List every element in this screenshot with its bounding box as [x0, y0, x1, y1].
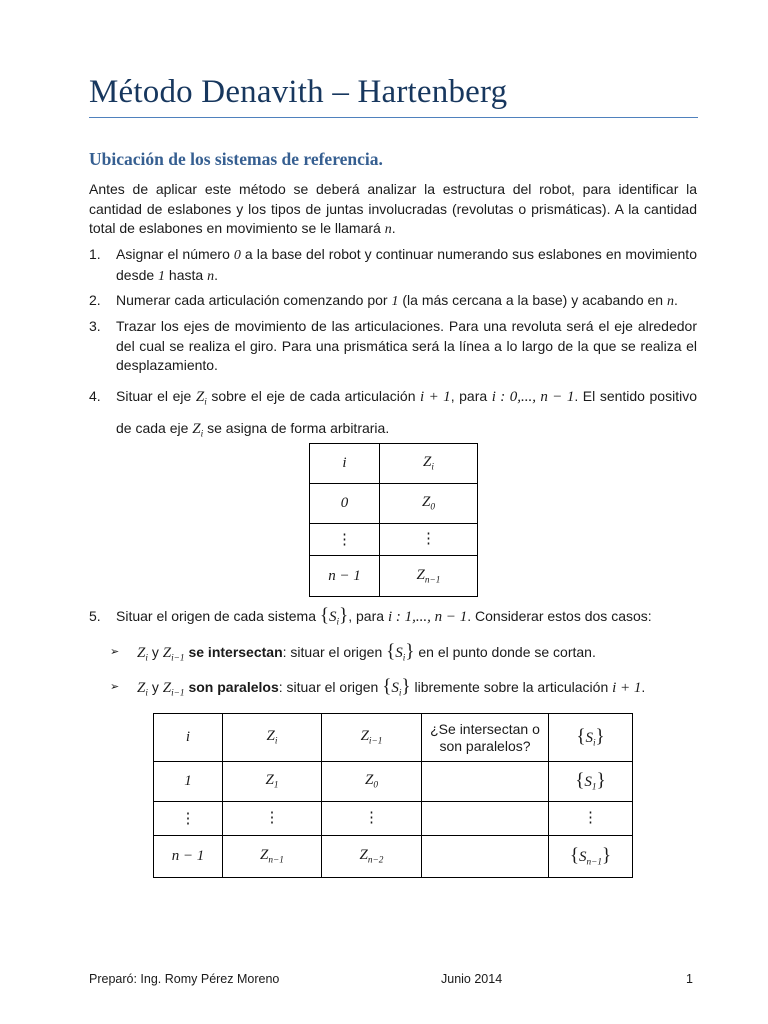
symbol-letter: Z [422, 494, 431, 511]
table-cell: $\{S_1\}$ [549, 762, 633, 802]
table-cell [422, 762, 549, 802]
symbol-subscript: n−2 [367, 855, 384, 866]
symbol-subscript: i [398, 688, 402, 699]
table-cell [223, 802, 322, 836]
symbol-letter: Z [195, 389, 205, 405]
table-header-cell [322, 714, 422, 762]
table-header-cell: ¿Se intersectan o son paralelos? [422, 714, 549, 762]
symbol-subscript: 1 [591, 782, 597, 793]
table-header-cell [223, 714, 322, 762]
table-row [154, 762, 633, 802]
step-text-part: . El sentido positivo de cada eje [116, 388, 697, 437]
symbol-letter: S [585, 730, 593, 747]
table-header-row [310, 444, 478, 484]
step-text: Trazar los ejes de movimiento de las articulaciones. Para una revoluta será el eje alrededor del cual se realiza el giro. Para una prismática será la línea a lo largo de la que se realiza el desplazamiento. [116, 318, 697, 373]
table-row [310, 524, 478, 556]
table-cell: n − 1 [154, 836, 223, 878]
table-cell: 1 [154, 762, 223, 802]
table-cell [549, 802, 633, 836]
conjunction: y [151, 679, 159, 695]
symbol-letter: Z [423, 454, 432, 471]
bullet-bold-text: se intersectan [188, 644, 283, 660]
step-text-part: Situar el origen de cada sistema [116, 608, 320, 624]
symbol-subscript: i [200, 429, 204, 440]
symbol-letter: Z [265, 772, 274, 789]
symbol-letter: S [391, 680, 399, 696]
symbol-subscript: i [145, 653, 148, 664]
symbol-subscript: i [274, 736, 278, 747]
page-title: Método Denavith – Hartenberg [89, 74, 508, 110]
step-text-part: Numerar cada articulación comenzando por [116, 292, 392, 308]
table-origins [153, 713, 633, 878]
table-header-cell [380, 444, 478, 484]
bullet-bold-text: son paralelos [188, 679, 279, 695]
symbol-letter: Z [162, 645, 172, 661]
step-text-part: sobre el eje de cada articulación [211, 388, 421, 404]
symbol-letter: S [578, 849, 587, 866]
step-math: 1 [158, 268, 166, 284]
bullet-math: i + 1 [612, 680, 642, 696]
symbol-letter: S [395, 645, 403, 661]
symbol-subscript: i−1 [171, 688, 185, 699]
symbol-subscript: i [402, 653, 406, 664]
bullet-text-part: : situar el origen [282, 644, 387, 660]
bullet-text [137, 677, 645, 703]
symbol-subscript: i [204, 397, 207, 408]
step-text-part: Situar el eje [116, 388, 196, 404]
step-text-part: , para [348, 608, 388, 624]
symbol-subscript: 0 [373, 780, 378, 791]
table-cell [380, 524, 478, 556]
table-cell [322, 802, 422, 836]
intro-period: . [391, 220, 396, 236]
table-cell [322, 836, 422, 878]
step-math: n [666, 294, 674, 309]
conjunction: y [151, 644, 159, 660]
footer-date: Junio 2014 [441, 972, 503, 986]
bullet-text-part: : situar el origen [278, 679, 383, 695]
symbol-subscript: n−1 [268, 855, 284, 866]
step-text [116, 383, 697, 448]
table-row [154, 836, 633, 878]
symbol-subscript: i [431, 462, 434, 473]
table-cell: n − 1 [310, 556, 380, 597]
symbol-letter: Z [192, 421, 201, 438]
z-i-symbol [137, 680, 148, 699]
symbol-letter: Z [266, 728, 275, 745]
step-math: 1 [391, 294, 399, 309]
symbol-letter: ⋮ [583, 810, 598, 827]
symbol-letter: Z [260, 847, 269, 864]
set-s-i: $\{S_i\}$ [319, 605, 349, 628]
step-text-part: (la más cercana a la base) y acabando en [398, 292, 667, 308]
z-i-minus-1-symbol [162, 645, 185, 664]
step-text-part: hasta [165, 266, 208, 283]
arrow-bullet-icon: ➢ [110, 646, 120, 658]
z-i-symbol [137, 645, 148, 664]
z-i-minus-1-symbol [162, 680, 185, 699]
table-cell [422, 836, 549, 878]
symbol-letter: Z [360, 728, 369, 745]
table-cell [223, 836, 322, 878]
step-text-part: se asigna de forma arbitraria. [207, 420, 390, 437]
table-cell: $\{S_{n-1}\}$ [549, 836, 633, 878]
symbol-subscript: 1 [273, 780, 279, 791]
z-i-symbol [192, 421, 204, 440]
step-math: i : 0,..., n − 1 [491, 389, 575, 405]
table-cell [322, 762, 422, 802]
symbol-letter: S [584, 774, 592, 791]
table-cell [422, 802, 549, 836]
table-header-cell: i [154, 714, 223, 762]
step-text-part: . [673, 292, 678, 308]
step-text-part: . [214, 266, 218, 283]
symbol-subscript: n−1 [586, 857, 603, 868]
z-i-symbol [195, 389, 207, 408]
footer-page-number: 1 [686, 972, 693, 986]
step-number: 3. [89, 318, 101, 334]
symbol-letter: Z [137, 645, 146, 661]
table-header-cell: i [310, 444, 380, 484]
section-heading: Ubicación de los sistemas de referencia. [89, 149, 383, 169]
title-rule [89, 117, 698, 118]
table-cell: ⋮ [310, 524, 380, 556]
intro-var-n: n [384, 222, 392, 237]
step-text-part: . Considerar estos dos casos: [467, 608, 652, 624]
table-cell [223, 762, 322, 802]
bullet-text-part: en el punto donde se cortan. [414, 644, 596, 660]
footer-author: Preparó: Ing. Romy Pérez Moreno [89, 972, 280, 986]
table-header-cell: $\{S_i\}$ [549, 714, 633, 762]
set-s-i: $\{S_i\}$ [382, 676, 411, 699]
table-row [310, 556, 478, 597]
symbol-letter: Z [416, 566, 425, 583]
symbol-letter: ⋮ [421, 531, 436, 548]
step-text-part: , para [450, 388, 492, 404]
step-math: n [207, 268, 215, 284]
table-row [154, 802, 633, 836]
step-number: 1. [89, 246, 101, 262]
symbol-letter: Z [359, 847, 368, 864]
symbol-subscript: i [592, 738, 596, 749]
table-cell: 0 [310, 484, 380, 524]
table-axes [309, 443, 478, 597]
bullet-text [137, 642, 596, 668]
table-row [310, 484, 478, 524]
step-math: i + 1 [420, 389, 451, 405]
symbol-subscript: i [336, 617, 340, 628]
step-text-part: a la base del robot y continuar numerando sus eslabones en movimiento desde [116, 246, 697, 283]
symbol-letter: Z [162, 680, 172, 696]
step-text [116, 291, 697, 312]
table-cell [380, 556, 478, 597]
symbol-letter: Z [365, 772, 374, 789]
symbol-letter: Z [137, 680, 146, 696]
table-cell [380, 484, 478, 524]
symbol-letter: S [329, 609, 337, 625]
bullet-text-part: libremente sobre la articulación [410, 679, 613, 695]
step-number: 5. [89, 608, 101, 624]
symbol-subscript: i−1 [368, 736, 383, 747]
step-text [116, 604, 697, 634]
step-number: 2. [89, 292, 101, 308]
table-cell: ⋮ [154, 802, 223, 836]
step-number: 4. [89, 388, 101, 404]
symbol-subscript: 0 [430, 502, 435, 513]
symbol-subscript: n−1 [424, 575, 441, 586]
symbol-subscript: i [145, 688, 148, 699]
symbol-letter: ⋮ [364, 810, 379, 827]
intro-paragraph [89, 180, 697, 240]
intro-text: Antes de aplicar este método se deberá analizar la estructura del robot, para identificar la cantidad de eslabones y los tipos de juntas involucradas (revolutas o prismáticas). A la cantidad total de eslabones en movimiento se le llamará [89, 181, 697, 236]
step-math: i : 1,..., n − 1 [387, 609, 468, 625]
set-s-i: $\{S_i\}$ [386, 641, 415, 664]
symbol-subscript: i−1 [171, 653, 185, 664]
step-text [116, 245, 697, 286]
symbol-letter: ⋮ [264, 810, 280, 827]
bullet-text-part: . [641, 679, 646, 695]
step-math: 0 [233, 248, 241, 263]
table-header-row [154, 714, 633, 762]
step-text-part: Asignar el número [116, 246, 234, 262]
arrow-bullet-icon: ➢ [110, 681, 120, 693]
